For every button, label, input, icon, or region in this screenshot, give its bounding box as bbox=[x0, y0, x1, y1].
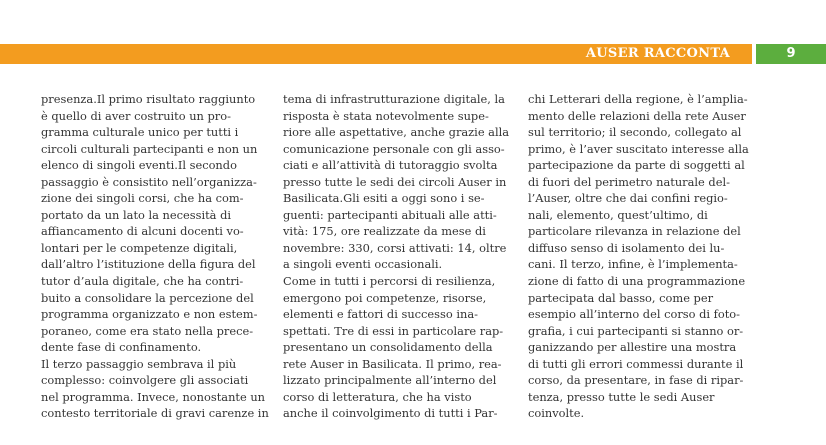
text-line: corso di letteratura, che ha visto bbox=[283, 389, 472, 404]
text-line: esempio all’interno del corso di foto- bbox=[528, 307, 741, 322]
text-line: è quello di aver costruito un pro- bbox=[41, 108, 231, 123]
text-line: mento delle relazioni della rete Auser bbox=[528, 108, 746, 123]
text-line: particolare rilevanza in relazione del bbox=[528, 224, 741, 239]
text-line: zione dei singoli corsi, che ha com- bbox=[41, 191, 244, 206]
text-line: poraneo, come era stato nella prece- bbox=[41, 323, 254, 338]
text-line: comunicazione personale con gli asso- bbox=[283, 141, 505, 156]
text-line: partecipazione da parte di soggetti al bbox=[528, 158, 745, 173]
text-line: vità: 175, ore realizzate da mese di bbox=[283, 224, 486, 239]
text-line: passaggio è consistito nell’organizza- bbox=[41, 174, 257, 189]
text-line: di tutti gli errori commessi durante il bbox=[528, 356, 744, 371]
text-line: novembre: 330, corsi attivati: 14, oltre bbox=[283, 240, 507, 255]
text-line: contesto territoriale di gravi carenze in bbox=[41, 406, 269, 421]
section-header-bar bbox=[0, 44, 826, 64]
text-line: presentano un consolidamento della bbox=[283, 340, 493, 355]
text-line: Basilicata.Gli esiti a oggi sono i se- bbox=[283, 191, 485, 206]
text-line: gramma culturale unico per tutti i bbox=[41, 125, 239, 140]
text-line: dente fase di confinamento. bbox=[41, 340, 202, 355]
text-line: rete Auser in Basilicata. Il primo, rea- bbox=[283, 356, 502, 371]
text-line: primo, è l’aver suscitato interesse alla bbox=[528, 141, 749, 156]
text-line: coinvolte. bbox=[528, 406, 585, 421]
text-line: partecipata dal basso, come per bbox=[528, 290, 714, 305]
text-line: buito a consolidare la percezione del bbox=[41, 290, 254, 305]
text-line: tema di infrastrutturazione digitale, la bbox=[283, 92, 505, 106]
text-line: portato da un lato la necessità di bbox=[41, 207, 232, 222]
text-line: nel programma. Invece, nonostante un bbox=[41, 389, 266, 404]
text-line: grafia, i cui partecipanti si stanno or- bbox=[528, 323, 744, 338]
page-number-band bbox=[756, 44, 826, 64]
text-line: elementi e fattori di successo ina- bbox=[283, 307, 478, 322]
text-line: ciati e all’attività di tutoraggio svolta bbox=[283, 158, 498, 173]
text-line: complesso: coinvolgere gli associati bbox=[41, 373, 249, 388]
text-column-1 bbox=[41, 91, 269, 422]
text-line: chi Letterari della regione, è l’amplia- bbox=[528, 92, 748, 106]
text-line: cani. Il terzo, infine, è l’implementa- bbox=[528, 257, 738, 272]
text-line: diffuso senso di isolamento dei lu- bbox=[528, 240, 725, 255]
text-line: di fuori del perimetro naturale del- bbox=[528, 174, 730, 189]
text-line: affiancamento di alcuni docenti vo- bbox=[41, 224, 244, 239]
text-line: presenza.Il primo risultato raggiunto bbox=[41, 92, 256, 106]
text-line: ganizzando per allestire una mostra bbox=[528, 340, 737, 355]
text-line: lizzato principalmente all’interno del bbox=[283, 373, 497, 388]
text-line: circoli culturali partecipanti e non un bbox=[41, 141, 258, 156]
text-line: anche il coinvolgimento di tutti i Par- bbox=[283, 406, 498, 421]
text-line: guenti: partecipanti abituali alle atti- bbox=[283, 207, 497, 222]
text-line: Il terzo passaggio sembrava il più bbox=[41, 356, 237, 371]
text-line: l’Auser, oltre che dai confini regio- bbox=[528, 191, 728, 206]
text-line: tenza, presso tutte le sedi Auser bbox=[528, 389, 715, 404]
text-line: lontari per le competenze digitali, bbox=[41, 240, 238, 255]
text-line: programma organizzato e non estem- bbox=[41, 307, 258, 322]
text-line: riore alle aspettative, anche grazie alla bbox=[283, 125, 510, 140]
page-number: 9 bbox=[786, 46, 796, 61]
section-title-band bbox=[0, 44, 752, 64]
text-line: dall’altro l’istituzione della figura del bbox=[41, 257, 256, 272]
text-line: Come in tutti i percorsi di resilienza, bbox=[283, 274, 496, 289]
text-column-2 bbox=[283, 91, 508, 422]
text-line: a singoli eventi occasionali. bbox=[283, 257, 443, 272]
text-line: nali, elemento, quest’ultimo, di bbox=[528, 207, 708, 222]
text-line: spettati. Tre di essi in particolare rap- bbox=[283, 323, 504, 338]
text-line: tutor d’aula digitale, che ha contri- bbox=[41, 274, 244, 289]
text-line: risposta è stata notevolmente supe- bbox=[283, 108, 489, 123]
text-line: emergono poi competenze, risorse, bbox=[283, 290, 487, 305]
text-line: presso tutte le sedi dei circoli Auser in bbox=[283, 174, 507, 189]
section-title: AUSER RACCONTA bbox=[585, 46, 730, 61]
text-line: corso, da presentare, in fase di ripar- bbox=[528, 373, 744, 388]
text-line: zione di fatto di una programmazione bbox=[528, 274, 746, 289]
text-line: elenco di singoli eventi.Il secondo bbox=[41, 158, 237, 173]
text-column-3 bbox=[528, 91, 760, 422]
text-line: sul territorio; il secondo, collegato al bbox=[528, 125, 742, 140]
